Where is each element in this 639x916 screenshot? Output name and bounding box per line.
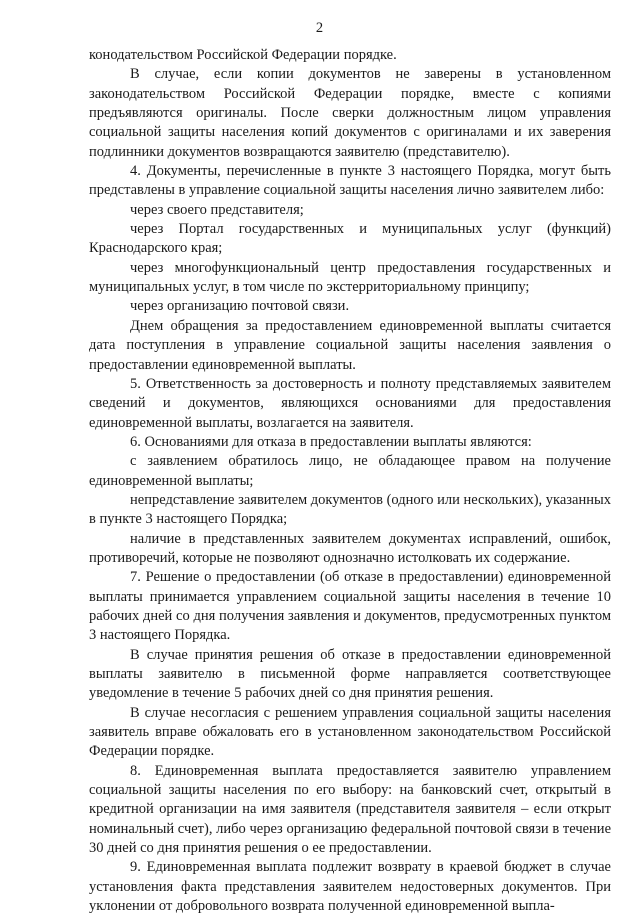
list-item: через многофункциональный центр предоставления государственных и муниципальных услуг, в том числе по экстерриториальному принципу; bbox=[89, 259, 611, 296]
paragraph-item-6: 6. Основаниями для отказа в предоставлении выплаты являются: bbox=[130, 433, 532, 450]
list-item: непредставление заявителем документов (одного или нескольких), указанных в пункте 3 настоящего Порядка; bbox=[89, 491, 611, 528]
list-item: через Портал государственных и муниципальных услуг (функций) Краснодарского края; bbox=[89, 221, 611, 257]
paragraph-item-9: 9. Единовременная выплата подлежит возврату в краевой бюджет в случае установления факта представления заявителем недостоверных документов. При уклонении от добровольного возврата полученной единовременной выпла- bbox=[89, 859, 611, 915]
paragraph: В случае принятия решения об отказе в предоставлении единовременной выплаты заявителю в письменной форме направляется соответствующее уведомление в течение 5 рабочих дней со дня принятия решения. bbox=[89, 646, 611, 702]
list-item: с заявлением обратилось лицо, не обладающее правом на получение единовременной выплаты; bbox=[89, 453, 611, 489]
list-item: наличие в представленных заявителем документах исправлений, ошибок, противоречий, которые не позволяют однозначно истолковать их содержание. bbox=[89, 530, 611, 566]
paragraph: В случае несогласия с решением управления социальной защиты населения заявитель вправе обжаловать его в установленном законодательством Российской Федерации порядке. bbox=[89, 704, 611, 760]
paragraph-item-8: 8. Единовременная выплата предоставляется заявителю управлением социальной защиты населения по его выбору: на банковский счет, открытый в кредитной организации на имя заявителя (представителя заявителя – если открыт номинальный счет), либо через организацию федеральной почтовой связи в течение 30 дней со дня принятия решения о ее предоставлении. bbox=[89, 762, 611, 857]
paragraph-item-5: 5. Ответственность за достоверность и полноту представляемых заявителем сведений и документов, являющихся основаниями для предоставления единовременной выплаты, возлагается на заявителя. bbox=[89, 375, 611, 431]
page-number: 2 bbox=[315, 20, 324, 36]
paragraph: Днем обращения за предоставлением единовременной выплаты считается дата поступления в управление социальной защиты населения заявления о предоставлении единовременной выплаты. bbox=[89, 317, 611, 373]
paragraph-item-4: 4. Документы, перечисленные в пункте 3 настоящего Порядка, могут быть представлены в управление социальной защиты населения лично заявителем либо: bbox=[89, 163, 611, 199]
paragraph-continuation: конодательством Российской Федерации порядке. bbox=[89, 47, 397, 63]
paragraph-item-7: 7. Решение о предоставлении (об отказе в предоставлении) единовременной выплаты принимается управлением социальной защиты населения в течение 10 рабочих дней со дня получения заявления и документов, предусмотренных пунктом 3 настоящего Порядка. bbox=[89, 569, 611, 644]
document-body bbox=[89, 46, 611, 916]
list-item: через организацию почтовой связи. bbox=[130, 298, 350, 315]
paragraph: В случае, если копии документов не заверены в установленном законодательством Российской Федерации порядке, вместе с копиями предъявляются оригиналы. После сверки должностным лицом управления социальной защиты населения копий документов с оригиналами и их заверения подлинники документов возвращаются заявителю (представителю). bbox=[89, 66, 611, 160]
list-item: через своего представителя; bbox=[130, 201, 304, 218]
